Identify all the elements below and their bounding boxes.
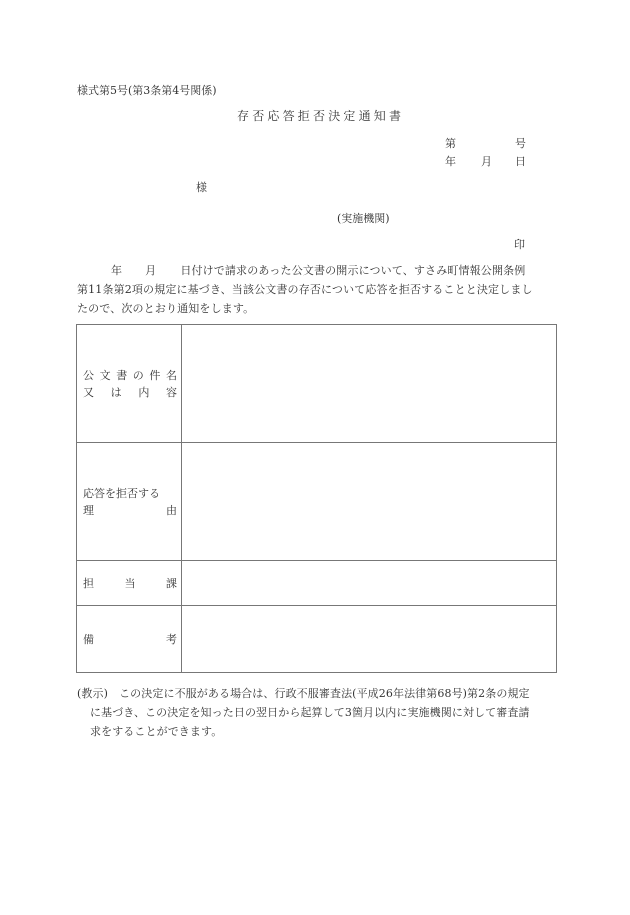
doc-number-prefix: 第 [445,137,456,150]
table-row-department [77,561,557,606]
value-refusal-reason[interactable] [182,443,557,561]
label-line-1 [83,575,177,592]
body-month: 月 [145,264,157,277]
seal-mark: 印 [514,238,525,251]
body-year: 年 [111,264,123,277]
label-document-name [77,325,182,443]
label-line-1 [83,631,177,648]
issuing-agency: (実施機関) [337,212,390,225]
label-char: の [132,368,144,382]
label-char: 担 [83,576,94,590]
addressee-suffix: 様 [196,181,207,194]
label-char: 内 [138,385,150,399]
instruction-line-3: 求をすることができます。 [90,725,223,738]
value-document-name[interactable] [182,325,557,443]
instruction-line-1: (教示) この決定に不服がある場合は、行政不服審査法(平成26年法律第68号)第2条の規定 [77,687,530,700]
label-char: 理 [83,503,94,517]
label-char: 当 [124,576,136,590]
label-line-1 [83,367,177,384]
notice-form-table [76,324,557,673]
label-char: 容 [165,385,177,399]
date-day-label: 日 [515,155,526,168]
body-line-3: たので、次のとおり通知をします。 [77,302,255,315]
label-line-1: 応答を拒否する [83,486,160,500]
body-line-1 [77,265,525,276]
label-line-2 [83,502,177,519]
date-year-label: 年 [445,155,456,168]
label-char: 課 [166,576,177,590]
label-char: 書 [116,368,128,382]
label-char: 考 [166,632,177,646]
label-char: は [110,385,122,399]
instruction-line-2: に基づき、この決定を知った日の翌日から起算して3箇月以内に実施機関に対して審査請 [90,706,530,719]
label-line-2 [83,384,177,401]
label-char: 由 [166,503,177,517]
label-char: 文 [99,368,111,382]
date-month-label: 月 [481,155,492,168]
form-number: 様式第5号(第3条第4号関係) [77,84,217,97]
value-remarks[interactable] [182,606,557,673]
label-department [77,561,182,606]
document-title: 存否応答拒否決定通知書 [237,109,405,123]
body-line-1-text: 日付けで請求のあった公文書の開示について、すさみ町情報公開条例 [180,264,526,277]
label-char: 備 [83,632,94,646]
body-line-2: 第11条第2項の規定に基づき、当該公文書の存否について応答を拒否することと決定しまし [77,283,533,296]
label-char: 公 [83,368,94,382]
table-row-refusal-reason [77,443,557,561]
table-row-document-name [77,325,557,443]
table-row-remarks [77,606,557,673]
label-char: 又 [83,385,94,399]
doc-number-suffix: 号 [515,137,526,150]
label-char: 件 [149,368,161,382]
label-char: 名 [165,368,177,382]
label-remarks [77,606,182,673]
label-refusal-reason [77,443,182,561]
value-department[interactable] [182,561,557,606]
